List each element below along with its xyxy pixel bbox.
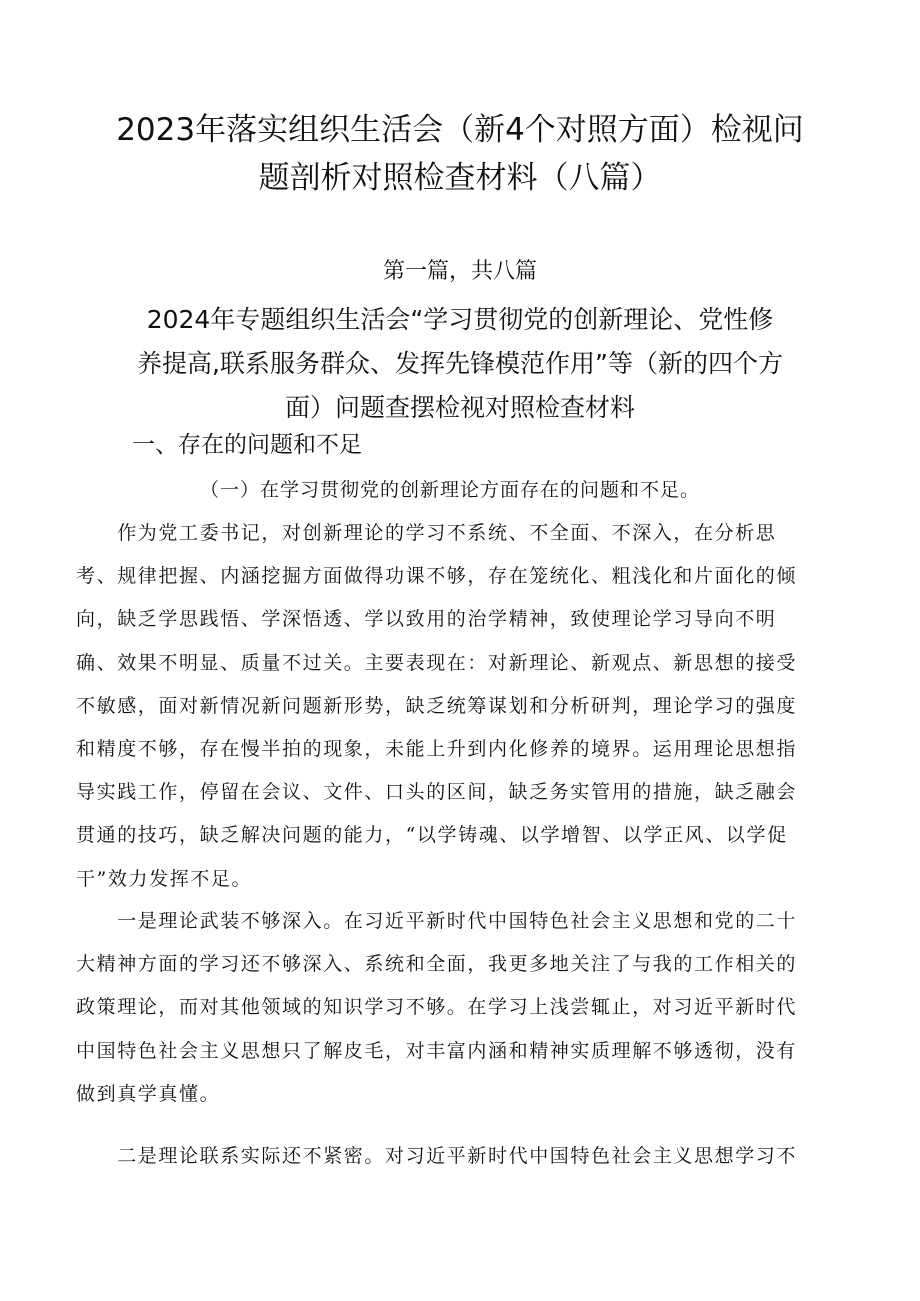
- section-subtitle-line: 养提高,联系服务群众、发挥先锋模范作用”等（新的四个方: [137, 349, 783, 378]
- document-title-line: 2023年落实组织生活会（新4个对照方面）检视问: [116, 112, 804, 148]
- paragraph-line: 确、效果不明显、质量不过关。主要表现在：对新理论、新观点、新思想的接受: [76, 651, 798, 674]
- paragraph-1: [76, 512, 846, 901]
- paragraph-line: 和精度不够，存在慢半拍的现象，未能上升到内化修养的境界。运用理论思想指: [76, 738, 798, 761]
- part-label: 第一篇，共八篇: [382, 259, 537, 284]
- section-subtitle-line: 面）问题查摆检视对照检查材料: [284, 393, 635, 422]
- paragraph-2: [76, 900, 846, 1116]
- paragraph-line: 考、规律把握、内涵挖掘方面做得功课不够，存在笼统化、粗浅化和片面化的倾: [76, 565, 798, 588]
- document-title-line: 题剖析对照检查材料（八篇）: [258, 160, 662, 196]
- paragraph-line: 作为党工委书记，对创新理论的学习不系统、不全面、不深入，在分析思: [76, 522, 777, 544]
- document-title: [60, 106, 860, 202]
- paragraph-line: 大精神方面的学习还不够深入、系统和全面，我更多地关注了与我的工作相关的: [76, 953, 798, 976]
- paragraph-line: 干”效力发挥不足。: [76, 867, 253, 890]
- section-subtitle: [100, 298, 820, 430]
- paragraph-line: 导实践工作，停留在会议、文件、口头的区间，缺乏务实管用的措施，缺乏融会: [76, 781, 798, 804]
- paragraph-line: 二是理论联系实际还不紧密。对习近平新时代中国特色社会主义思想学习不: [76, 1145, 798, 1167]
- paragraph-line: 中国特色社会主义思想只了解皮毛，对丰富内涵和精神实质理解不够透彻，没有: [76, 1039, 798, 1062]
- section-subtitle-line: 2024年专题组织生活会“学习贯彻党的创新理论、党性修: [146, 305, 774, 334]
- paragraph-line: 贯通的技巧，缺乏解决问题的能力，“以学铸魂、以学增智、以学正风、以学促: [76, 824, 788, 847]
- paragraph-3: [76, 1135, 846, 1178]
- paragraph-line: 政策理论，而对其他领域的知识学习不够。在学习上浅尝辄止，对习近平新时代: [76, 996, 798, 1019]
- paragraph-line: 向，缺乏学思践悟、学深悟透、学以致用的治学精神，致使理论学习导向不明: [76, 608, 777, 631]
- sub-heading: （一）在学习贯彻党的创新理论方面存在的问题和不足。: [200, 479, 701, 501]
- paragraph-line: 不敏感，面对新情况新问题新形势，缺乏统筹谋划和分析研判，理论学习的强度: [76, 694, 798, 717]
- section-heading: 一、存在的问题和不足: [132, 432, 362, 458]
- paragraph-line: 做到真学真懂。: [76, 1082, 221, 1105]
- paragraph-line: 一是理论武装不够深入。在习近平新时代中国特色社会主义思想和党的二十: [76, 910, 798, 932]
